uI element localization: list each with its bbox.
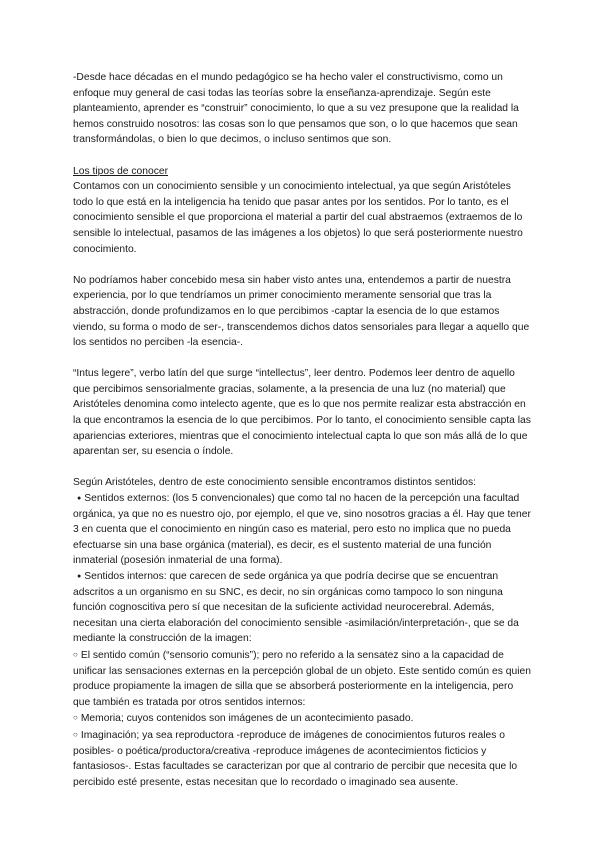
subitem-imaginacion-text: Imaginación; ya sea reproductora -reproduce de imágenes de conocimientos futuros reales o posibles- o poética/productora/creativa -reproduce imágenes de acontecimientos ficticios y fantasiosos-. Estas facultades se caracterizan por que al contrario de percibir que necesita que lo percibido esté presente, estas necesitan que lo recordado o imaginado sea ausente.: [73, 729, 518, 788]
paragraph-spacer: [73, 148, 532, 164]
section-heading: Los tipos de conocer: [73, 165, 169, 177]
paragraph-spacer: [73, 351, 532, 367]
paragraph-sentidos-intro: Según Aristóteles, dentro de este conocimiento sensible encontramos distintos sentidos:: [73, 477, 476, 489]
bullet-sentidos-externos-text: Sentidos externos: (los 5 convencionales) que como tal no hacen de la percepción una facultad orgánica, ya que no es nuestro ojo, por ejemplo, el que ve, sino nosotros gracias a él. Hay que tener 3 en cuenta que el conocimiento en ningún caso es material, pero esto no implica que no pueda efectuarse sin una base orgánica (material), es decir, es el sustento material de una función inmaterial (posesión inmaterial de una forma).: [73, 493, 531, 567]
bullet-sentidos-internos: [73, 569, 532, 647]
paragraph-conocimiento-sensible: Contamos con un conocimiento sensible y un conocimiento intelectual, ya que según Aristóteles todo lo que está en la inteligencia ha tenido que pasar antes por los sentidos. Por lo tanto, es el conocimiento sensible el que proporciona el material a partir del cual abstraemos (extraemos de lo sensible lo intelectual, pasamos de las imágenes a los objetos) lo que será posteriormente nuestro conocimiento.: [73, 181, 523, 255]
bullet-sentidos-internos-text: Sentidos internos: que carecen de sede orgánica ya que podría decirse que se encuentran adscritos a un organismo en su SNC, es decir, no sin orgánicas como tampoco lo son ninguna función cognoscitiva pero sí que necesitan de la suficiente actividad neurocerebral. Además, necesitan una cierta elaboración del conocimiento sensible -asimilación/interpretación-, que se da mediante la construcción de la imagen:: [73, 571, 519, 645]
intro-paragraph: -Desde hace décadas en el mundo pedagógico se ha hecho valer el constructivismo, como un enfoque muy general de casi todas las teorías sobre la enseñanza-aprendizaje. Según este planteamiento, aprender es “construir” conocimiento, lo que a su vez presupone que la realidad la hemos construido nosotros: las cosas son lo que pensamos que son, o lo que hacemos que sean transformándolas, o bien lo que decimos, o incluso sentimos que son.: [73, 72, 519, 146]
paragraph-intus-legere: “Intus legere”, verbo latín del que surge “intellectus”, leer dentro. Podemos leer dentro de aquello que percibimos sensorialmente gracias, solamente, a la presencia de una luz (no material) que Aristóteles denomina como intelecto agente, que es lo que nos permite realizar esta abstracción en la que encontramos la esencia de lo que percibimos. Por lo tanto, el conocimiento sensible capta las apariencias exteriores, mientras que el conocimiento intelectual capta lo que son más allá de lo que aparentan ser, su esencia o índole.: [73, 368, 531, 458]
subitem-memoria-text: Memoria; cuyos contenidos son imágenes de un acontecimiento pasado.: [80, 713, 414, 725]
paragraph-mesa: No podríamos haber concebido mesa sin haber visto antes una, entendemos a partir de nuestra experiencia, por lo que tendríamos un primer conocimiento meramente sensorial que tras la abstracción, donde profundizamos en lo que percibimos -captar la esencia de lo que estamos viendo, su forma o modo de ser-, transcendemos dichos datos sensoriales para llegar a aquello que los sentidos no perciben -la esencia-.: [73, 274, 530, 349]
bullet-sentidos-externos: [73, 491, 532, 569]
document-page: [73, 70, 532, 790]
subitem-sentido-comun: [73, 647, 532, 710]
paragraph-spacer: [73, 257, 532, 273]
subitem-sentido-comun-text: El sentido común (“sensorio comunis”); pero no referido a la sensatez sino a la capacidad de unificar las sensaciones externas en la percepción global de un objeto. Este sentido común es quien produce propiamente la imagen de silla que se absorberá posteriormente en la inteligencia, pero que también es tratada por otros sentidos internos:: [73, 649, 531, 708]
subitem-imaginacion: [73, 727, 532, 790]
paragraph-spacer: [73, 460, 532, 476]
subitem-memoria: [73, 710, 532, 727]
